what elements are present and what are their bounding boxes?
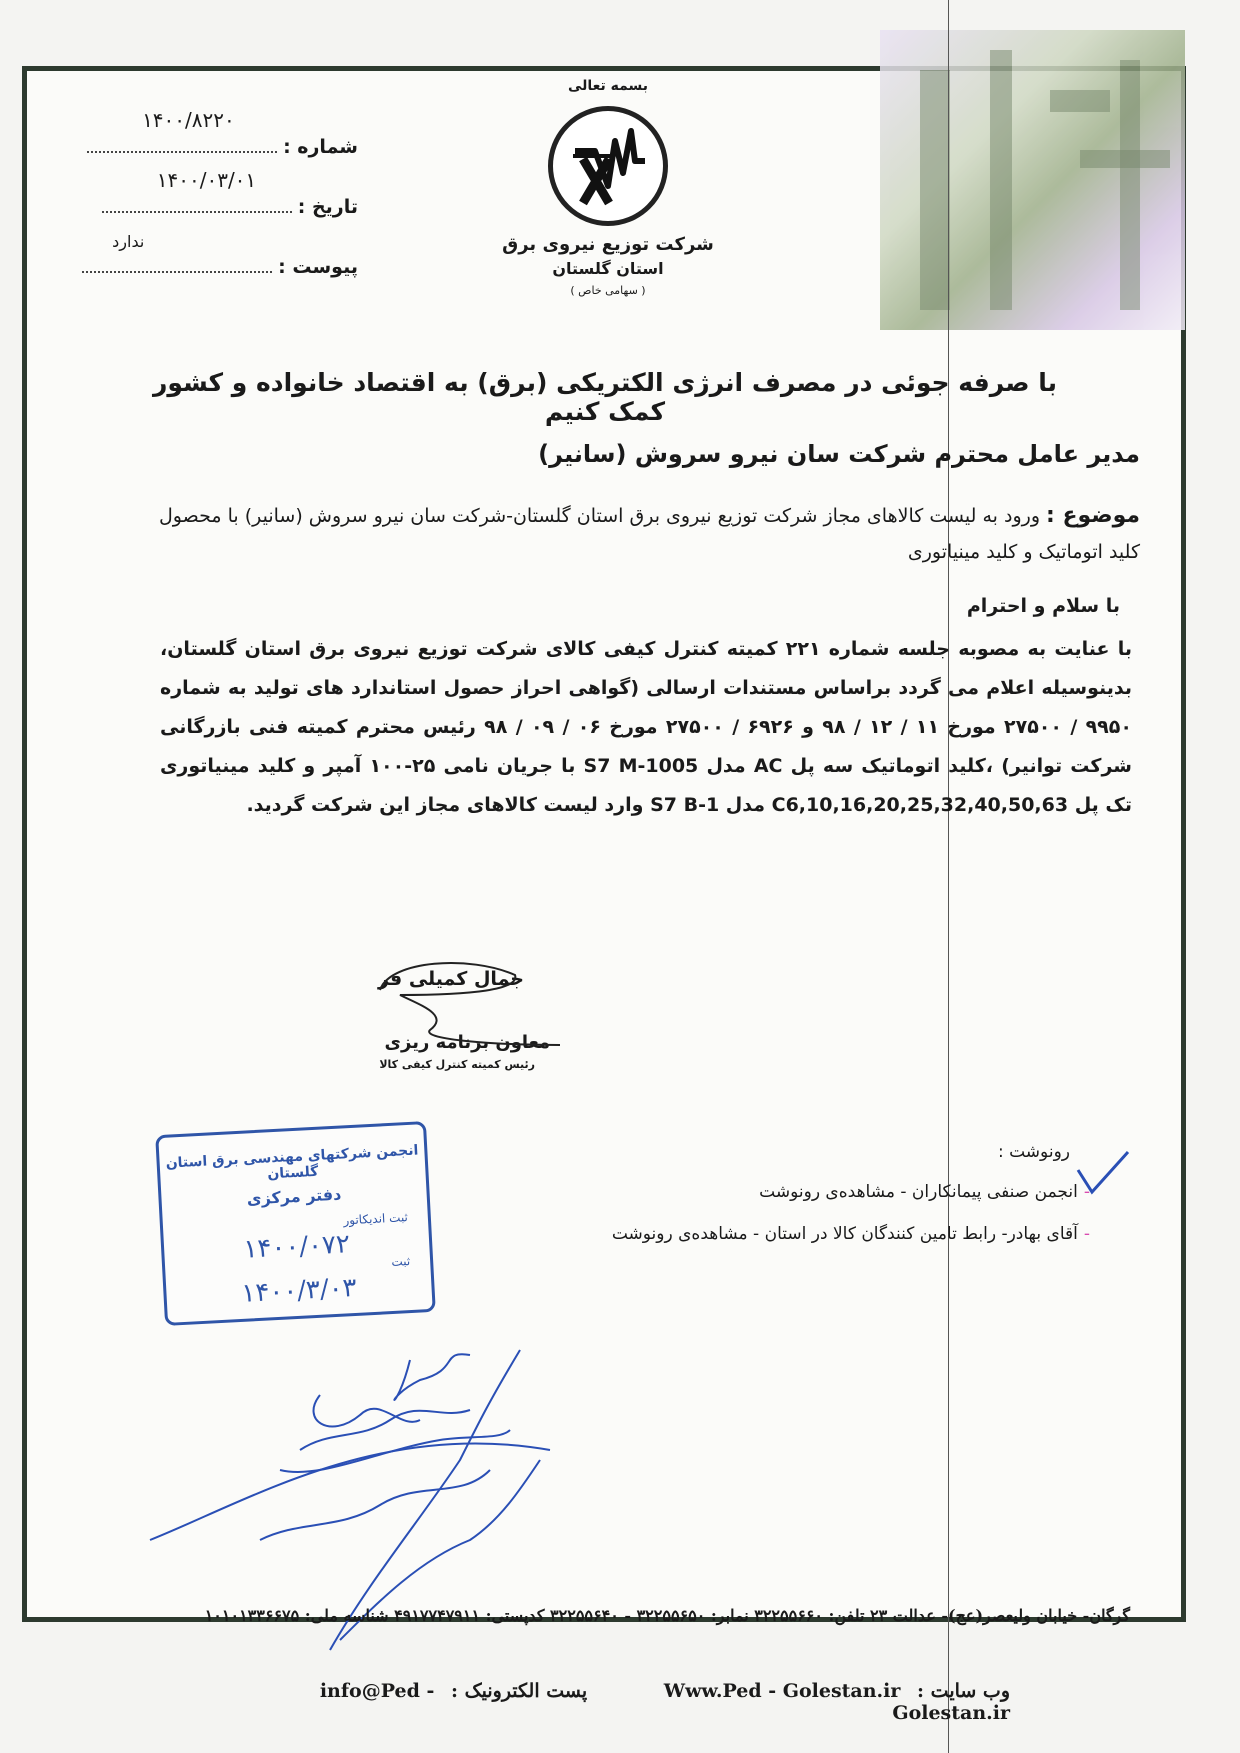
date-label: تاریخ : (297, 196, 358, 218)
stamp-indicator-label: ثبت اندیکاتور (343, 1210, 409, 1228)
slogan: با صرفه جوئی در مصرف انرژی الکتریکی (برق) به اقتصاد خانواده و کشور کمک کنیم (153, 368, 1057, 426)
footer-contact (280, 1680, 1010, 1724)
cc-item: -انجمن صنفی پیمانکاران - مشاهده‌ی رونوشت (759, 1182, 1090, 1202)
lightning-logo-icon (553, 111, 663, 221)
header-photo (880, 30, 1185, 330)
company-province: استان گلستان (552, 259, 664, 278)
website-link[interactable]: Www.Ped - Golestan.ir (663, 1680, 901, 1702)
stamp-org: انجمن شرکتهای مهندسی برق استان گلستان (165, 1142, 419, 1183)
stamp-date-label: ثبت (391, 1254, 411, 1270)
cc-label: رونوشت : (997, 1142, 1070, 1162)
website-label: وب سایت : (917, 1680, 1010, 1702)
stamp-office: دفتر مرکزی (246, 1184, 342, 1209)
number-value: ۱۴۰۰/۸۲۲۰ (142, 108, 235, 132)
attachment-label: پیوست : (278, 256, 358, 278)
company-logo-block (488, 78, 728, 297)
attachment-value: ندارد (112, 232, 145, 251)
attachment-field (82, 232, 358, 278)
bismillah: بسمه تعالی (567, 78, 649, 94)
email-link[interactable]: info@Ped - Golestan.ir (319, 1680, 1010, 1724)
recipient: مدیر عامل محترم شرکت سان نیرو سروش (سانیر) (538, 440, 1140, 468)
signatory-title: معاون برنامه ریزی (384, 1032, 550, 1053)
company-logo (548, 106, 668, 226)
number-label: شماره : (283, 136, 358, 158)
number-field (87, 108, 358, 158)
stamp-date-value: ۱۴۰۰/۳/۰۳ (240, 1272, 358, 1309)
registration-stamp (155, 1121, 436, 1326)
email-label: پست الکترونیک : (450, 1680, 588, 1702)
company-name: شرکت توزیع نیروی برق (502, 234, 714, 255)
subject-text: ورود به لیست کالاهای مجاز شرکت توزیع نیروی برق استان گلستان-شرکت سان نیرو سروش (سانیر) با محصول کلید اتوماتیک و کلید مینیاتوری (159, 505, 1140, 563)
subject-label: موضوع : (1046, 503, 1140, 528)
signatory-subtitle: رئیس کمیته کنترل کیفی کالا (379, 1058, 535, 1071)
fold-line (948, 0, 949, 1753)
date-value: ۱۴۰۰/۰۳/۰۱ (156, 168, 257, 192)
date-field (102, 168, 358, 218)
body-text: با عنایت به مصوبه جلسه شماره ۲۲۱ کمیته کنترل کیفی کالای شرکت توزیع نیروی برق استان گلستان، بدینوسیله اعلام می گردد براساس مستندات ارسالی (گواهی احراز حصول استاندارد های تولید به شماره ۹۹۵۰ / ۲۷۵۰۰ مورخ ۱۱ / ۱۲ / ۹۸ و ۶۹۲۶ / ۲۷۵۰۰ مورخ ۰۶ / ۰۹ / ۹۸ رئیس محترم کمیته فنی بازرگانی شرکت توانیر) ،کلید اتوماتیک سه پل AC مدل S7 M-1005 با جریان نامی ۲۵-۱۰۰ آمپر و کلید مینیاتوری تک پل C6,10,16,20,25,32,40,50,63 مدل S7 B-1 وارد لیست کالاهای مجاز این شرکت گردید. (160, 638, 1132, 816)
stamp-indicator-value: ۱۴۰۰/۰۷۲ (242, 1229, 351, 1265)
cc-item: -آقای بهادر- رابط تامین کنندگان کالا در استان - مشاهده‌ی رونوشت (611, 1224, 1090, 1244)
signatory-name: جمال کمیلی فر (377, 968, 524, 990)
footer-address: گرگان- خیابان ولیعصر(عج)- عدالت ۲۳ تلفن: ۳۲۲۵۵۶۶۰ نمابر: ۳۲۲۵۵۶۵۰ - ۳۲۲۵۵۶۴۰ کدپستی: ۴۹۱۷۷۴۷۹۱۱ شناسه ملی: ۱۰۱۰۱۳۳۶۶۷۵ (204, 1606, 1130, 1625)
company-legal-type: ( سهامی خاص ) (570, 284, 646, 297)
subject (140, 498, 1140, 570)
greeting: با سلام و احترام (966, 595, 1120, 617)
